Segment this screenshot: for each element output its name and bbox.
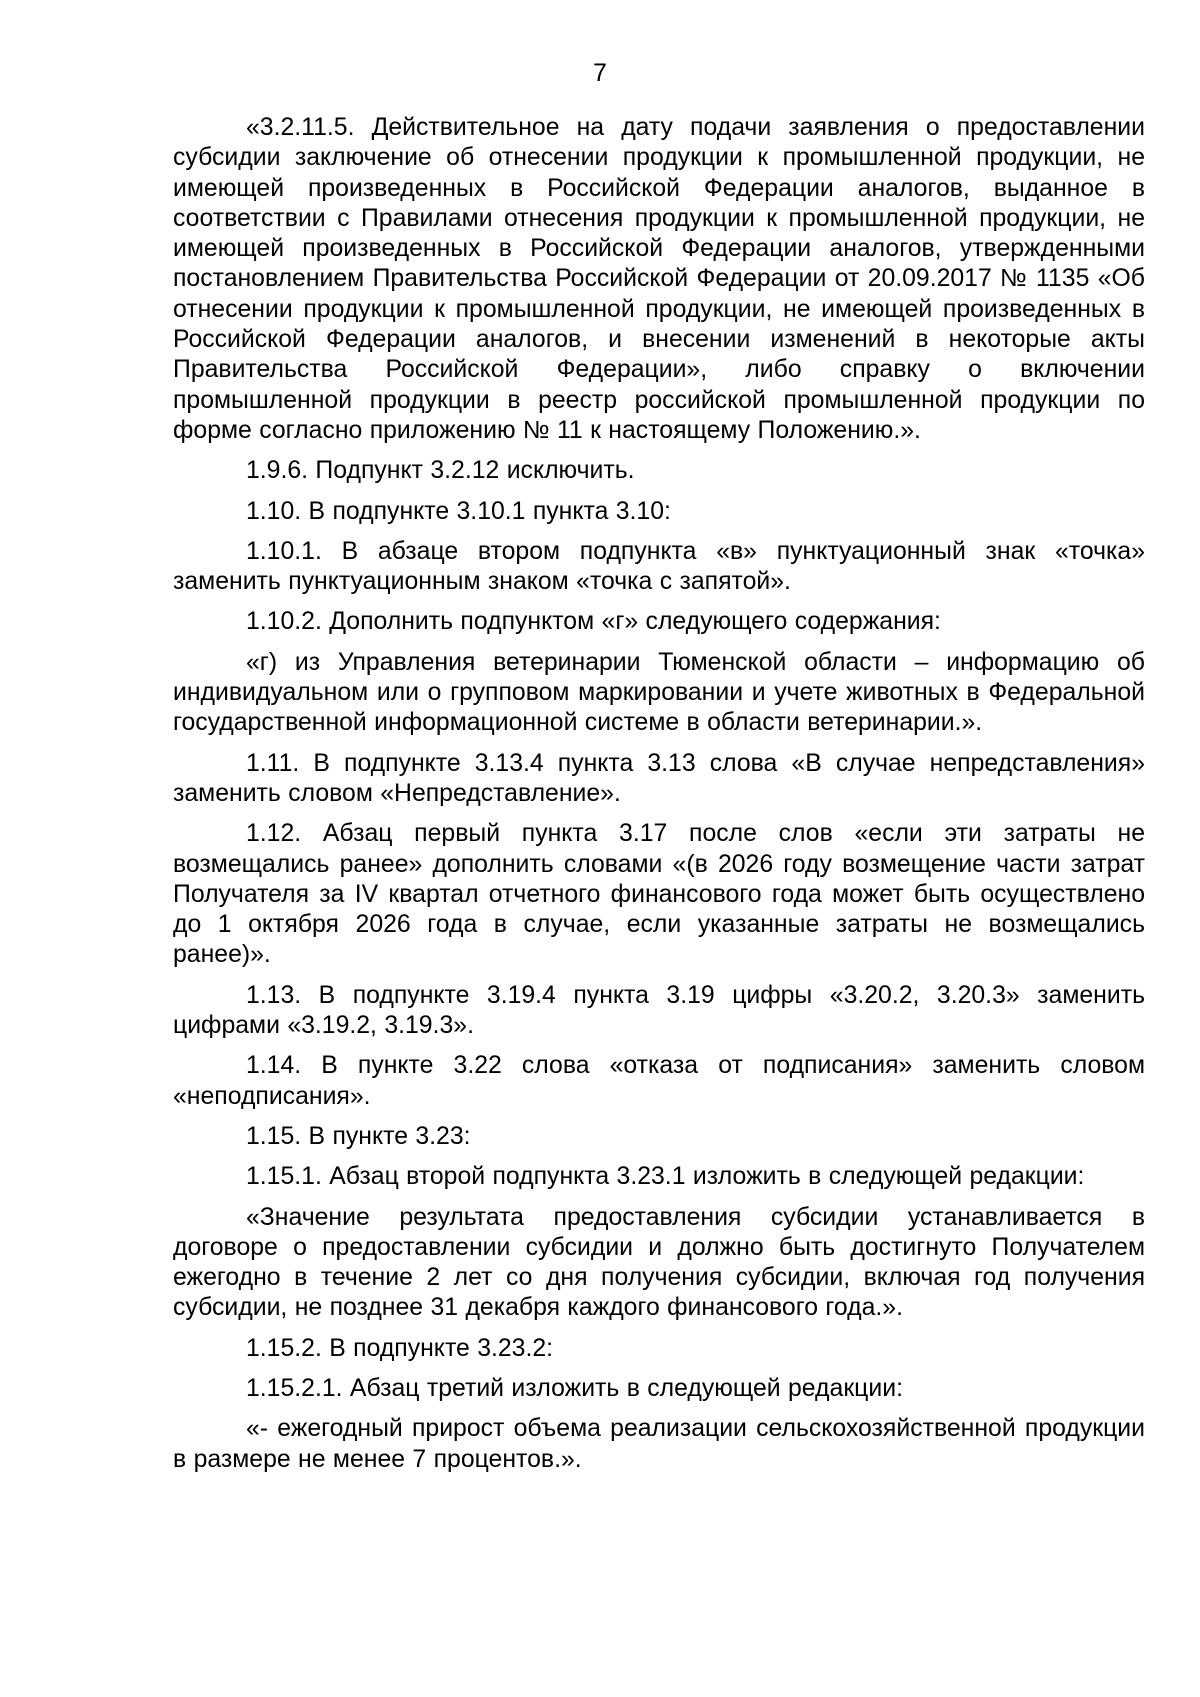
paragraph: 1.9.6. Подпункт 3.2.12 исключить. xyxy=(246,457,635,485)
paragraph: «- ежегодный прирост объема реализации сельскохозяйственной продукции в размере не менее 7 процентов.». xyxy=(173,1415,1145,1473)
page-number: 7 xyxy=(593,59,607,87)
paragraph: 1.11. В подпункте 3.13.4 пункта 3.13 слова «В случае непредставления» заменить словом «Непредставление». xyxy=(173,749,1145,807)
paragraph: «г) из Управления ветеринарии Тюменской области – информацию об индивидуальном или о групповом маркировании и учете животных в Федеральной государственной информационной системе в области ветеринарии.». xyxy=(173,648,1145,737)
paragraph: 1.10. В подпункте 3.10.1 пункта 3.10: xyxy=(246,497,671,525)
paragraph: «3.2.11.5. Действительное на дату подачи заявления о предоставлении субсидии заключение об отнесении продукции к промышленной продукции, не имеющей произведенных в Российской Федерации аналогов, выданное в соответствии с Правилами отнесения продукции к промышленной продукции, не имеющей произведенных в Российской Федерации аналогов, утвержденными постановлением Правительства Российской Федерации от 20.09.2017 № 1135 «Об отнесении продукции к промышленной продукции, не имеющей произведенных в Российской Федерации аналогов, и внесении изменений в некоторые акты Правительства Российской Федерации», либо справку о включении промышленной продукции в реестр российской промышленной продукции по форме согласно приложению № 11 к настоящему Положению.». xyxy=(173,114,1145,444)
paragraph: 1.10.1. В абзаце втором подпункта «в» пунктуационный знак «точка» заменить пунктуационным знаком «точка с запятой». xyxy=(173,537,1145,596)
paragraph: 1.15. В пункте 3.23: xyxy=(246,1122,471,1150)
paragraph: 1.10.2. Дополнить подпунктом «г» следующего содержания: xyxy=(246,608,941,636)
paragraph: 1.13. В подпункте 3.19.4 пункта 3.19 цифры «3.20.2, 3.20.3» заменить цифрами «3.19.2, 3.19.3». xyxy=(173,981,1145,1040)
document-body xyxy=(173,113,1145,1485)
paragraph: 1.14. В пункте 3.22 слова «отказа от подписания» заменить словом «неподписания». xyxy=(173,1052,1145,1110)
paragraph: 1.12. Абзац первый пункта 3.17 после слов «если эти затраты не возмещались ранее» дополнить словами «(в 2026 году возмещение части затрат Получателя за IV квартал отчетного финансового года может быть осуществлено до 1 октября 2026 года в случае, если указанные затраты не возмещались ранее)». xyxy=(173,820,1145,969)
paragraph: 1.15.1. Абзац второй подпункта 3.23.1 изложить в следующей редакции: xyxy=(246,1163,1085,1191)
paragraph: «Значение результата предоставления субсидии устанавливается в договоре о предоставлении субсидии и должно быть достигнуто Получателем ежегодно в течение 2 лет со дня получения субсидии, включая год получения субсидии, не позднее 31 декабря каждого финансового года.». xyxy=(173,1203,1145,1322)
paragraph: 1.15.2. В подпункте 3.23.2: xyxy=(246,1334,554,1362)
paragraph: 1.15.2.1. Абзац третий изложить в следующей редакции: xyxy=(246,1374,903,1402)
